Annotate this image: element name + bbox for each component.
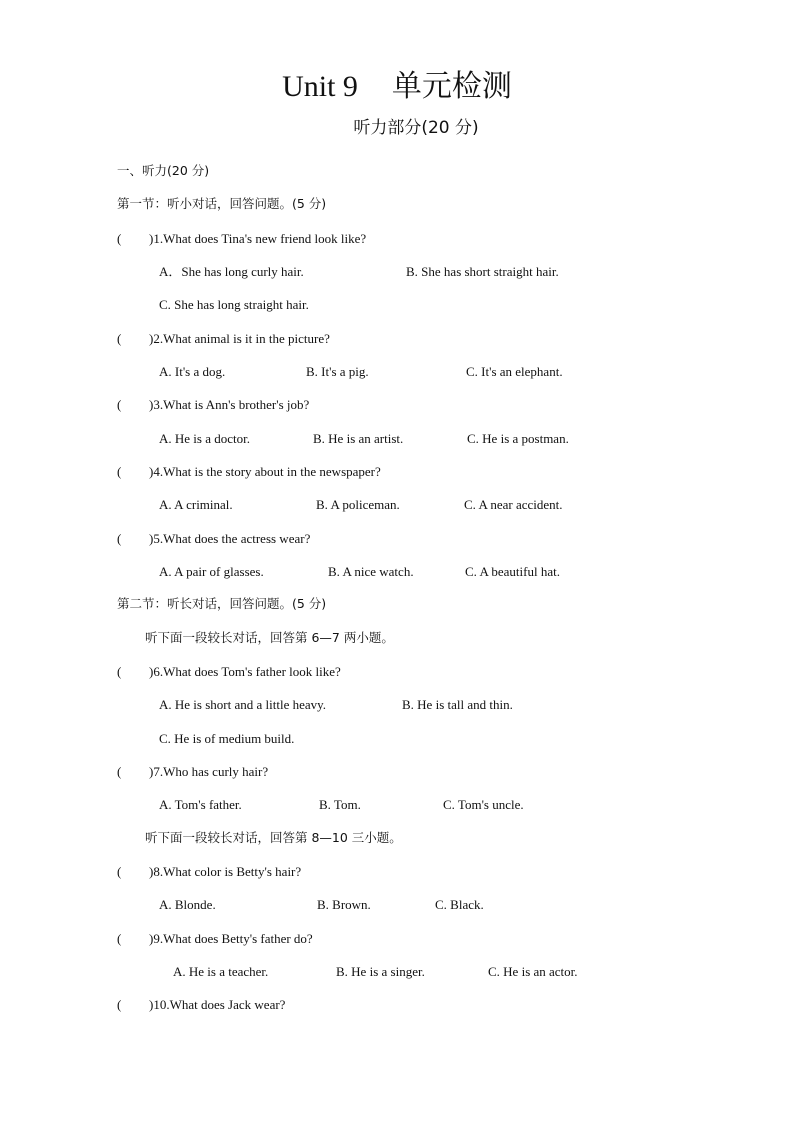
title-unit: Unit 9 — [282, 70, 358, 103]
q2-option-a: A. It's a dog. — [159, 364, 226, 379]
question-5 — [117, 532, 310, 545]
q8-option-a: A. Blonde. — [159, 897, 216, 912]
question-2 — [117, 332, 330, 345]
q8-option-c: C. Black. — [435, 897, 484, 912]
q7-option-b: B. Tom. — [319, 797, 361, 812]
question-text: )1.What does Tina's new friend look like? — [149, 231, 367, 246]
question-text: )3.What is Ann's brother's job? — [149, 397, 310, 412]
answer-blank[interactable]: ( — [117, 931, 122, 946]
question-text: )6.What does Tom's father look like? — [149, 664, 341, 679]
q6-option-a: A. He is short and a little heavy. — [159, 697, 327, 712]
question-6 — [117, 665, 341, 678]
answer-blank[interactable]: ( — [117, 231, 122, 246]
question-text: )2.What animal is it in the picture? — [149, 331, 330, 346]
question-3 — [117, 398, 309, 411]
q1-option-b: B. She has short straight hair. — [406, 264, 559, 279]
question-text: )4.What is the story about in the newspaper? — [149, 464, 381, 479]
q4-option-b: B. A policeman. — [316, 497, 400, 512]
question-8 — [117, 865, 301, 878]
answer-blank[interactable]: ( — [117, 464, 122, 479]
q4-option-a: A. A criminal. — [159, 497, 233, 512]
answer-blank[interactable]: ( — [117, 864, 122, 879]
question-text: )10.What does Jack wear? — [149, 997, 286, 1012]
question-4 — [117, 465, 381, 478]
question-text: )9.What does Betty's father do? — [149, 931, 313, 946]
q9-option-b: B. He is a singer. — [336, 964, 425, 979]
q6-option-b: B. He is tall and thin. — [402, 697, 513, 712]
q7-option-a: A. Tom's father. — [159, 797, 242, 812]
subtitle: 听力部分(20 分) — [353, 118, 479, 138]
q2-option-c: C. It's an elephant. — [466, 364, 563, 379]
answer-blank[interactable]: ( — [117, 531, 122, 546]
q1-option-a: A．She has long curly hair. — [159, 264, 304, 279]
answer-blank[interactable]: ( — [117, 397, 122, 412]
answer-blank[interactable]: ( — [117, 331, 122, 346]
title-test: 单元检测 — [391, 70, 512, 103]
q3-option-a: A. He is a doctor. — [159, 431, 250, 446]
q8-option-b: B. Brown. — [317, 897, 371, 912]
instruction-6-7: 听下面一段较长对话，回答第 6—7 两小题。 — [145, 630, 394, 645]
answer-blank[interactable]: ( — [117, 764, 122, 779]
q3-option-c: C. He is a postman. — [467, 431, 569, 446]
q5-option-c: C. A beautiful hat. — [465, 564, 560, 579]
q4-option-c: C. A near accident. — [464, 497, 563, 512]
q5-option-b: B. A nice watch. — [328, 564, 414, 579]
section-heading: 一、听力(20 分) — [117, 163, 210, 178]
q3-option-b: B. He is an artist. — [313, 431, 404, 446]
answer-blank[interactable]: ( — [117, 664, 122, 679]
q9-option-c: C. He is an actor. — [488, 964, 578, 979]
question-9 — [117, 932, 313, 945]
answer-blank[interactable]: ( — [117, 997, 122, 1012]
part1-heading: 第一节：听小对话，回答问题。(5 分) — [117, 196, 327, 211]
q7-option-c: C. Tom's uncle. — [443, 797, 524, 812]
question-text: )5.What does the actress wear? — [149, 531, 311, 546]
page-title — [0, 72, 794, 102]
q1-option-c: C. She has long straight hair. — [159, 297, 309, 312]
q2-option-b: B. It's a pig. — [306, 364, 369, 379]
question-text: )7.Who has curly hair? — [149, 764, 269, 779]
q5-option-a: A. A pair of glasses. — [159, 564, 264, 579]
question-7 — [117, 765, 268, 778]
question-1 — [117, 232, 366, 245]
q9-option-a: A. He is a teacher. — [173, 964, 269, 979]
part2-heading: 第二节：听长对话，回答问题。(5 分) — [117, 596, 327, 611]
instruction-8-10: 听下面一段较长对话，回答第 8—10 三小题。 — [145, 830, 402, 845]
question-10 — [117, 998, 285, 1011]
q6-option-c: C. He is of medium build. — [159, 731, 295, 746]
question-text: )8.What color is Betty's hair? — [149, 864, 302, 879]
